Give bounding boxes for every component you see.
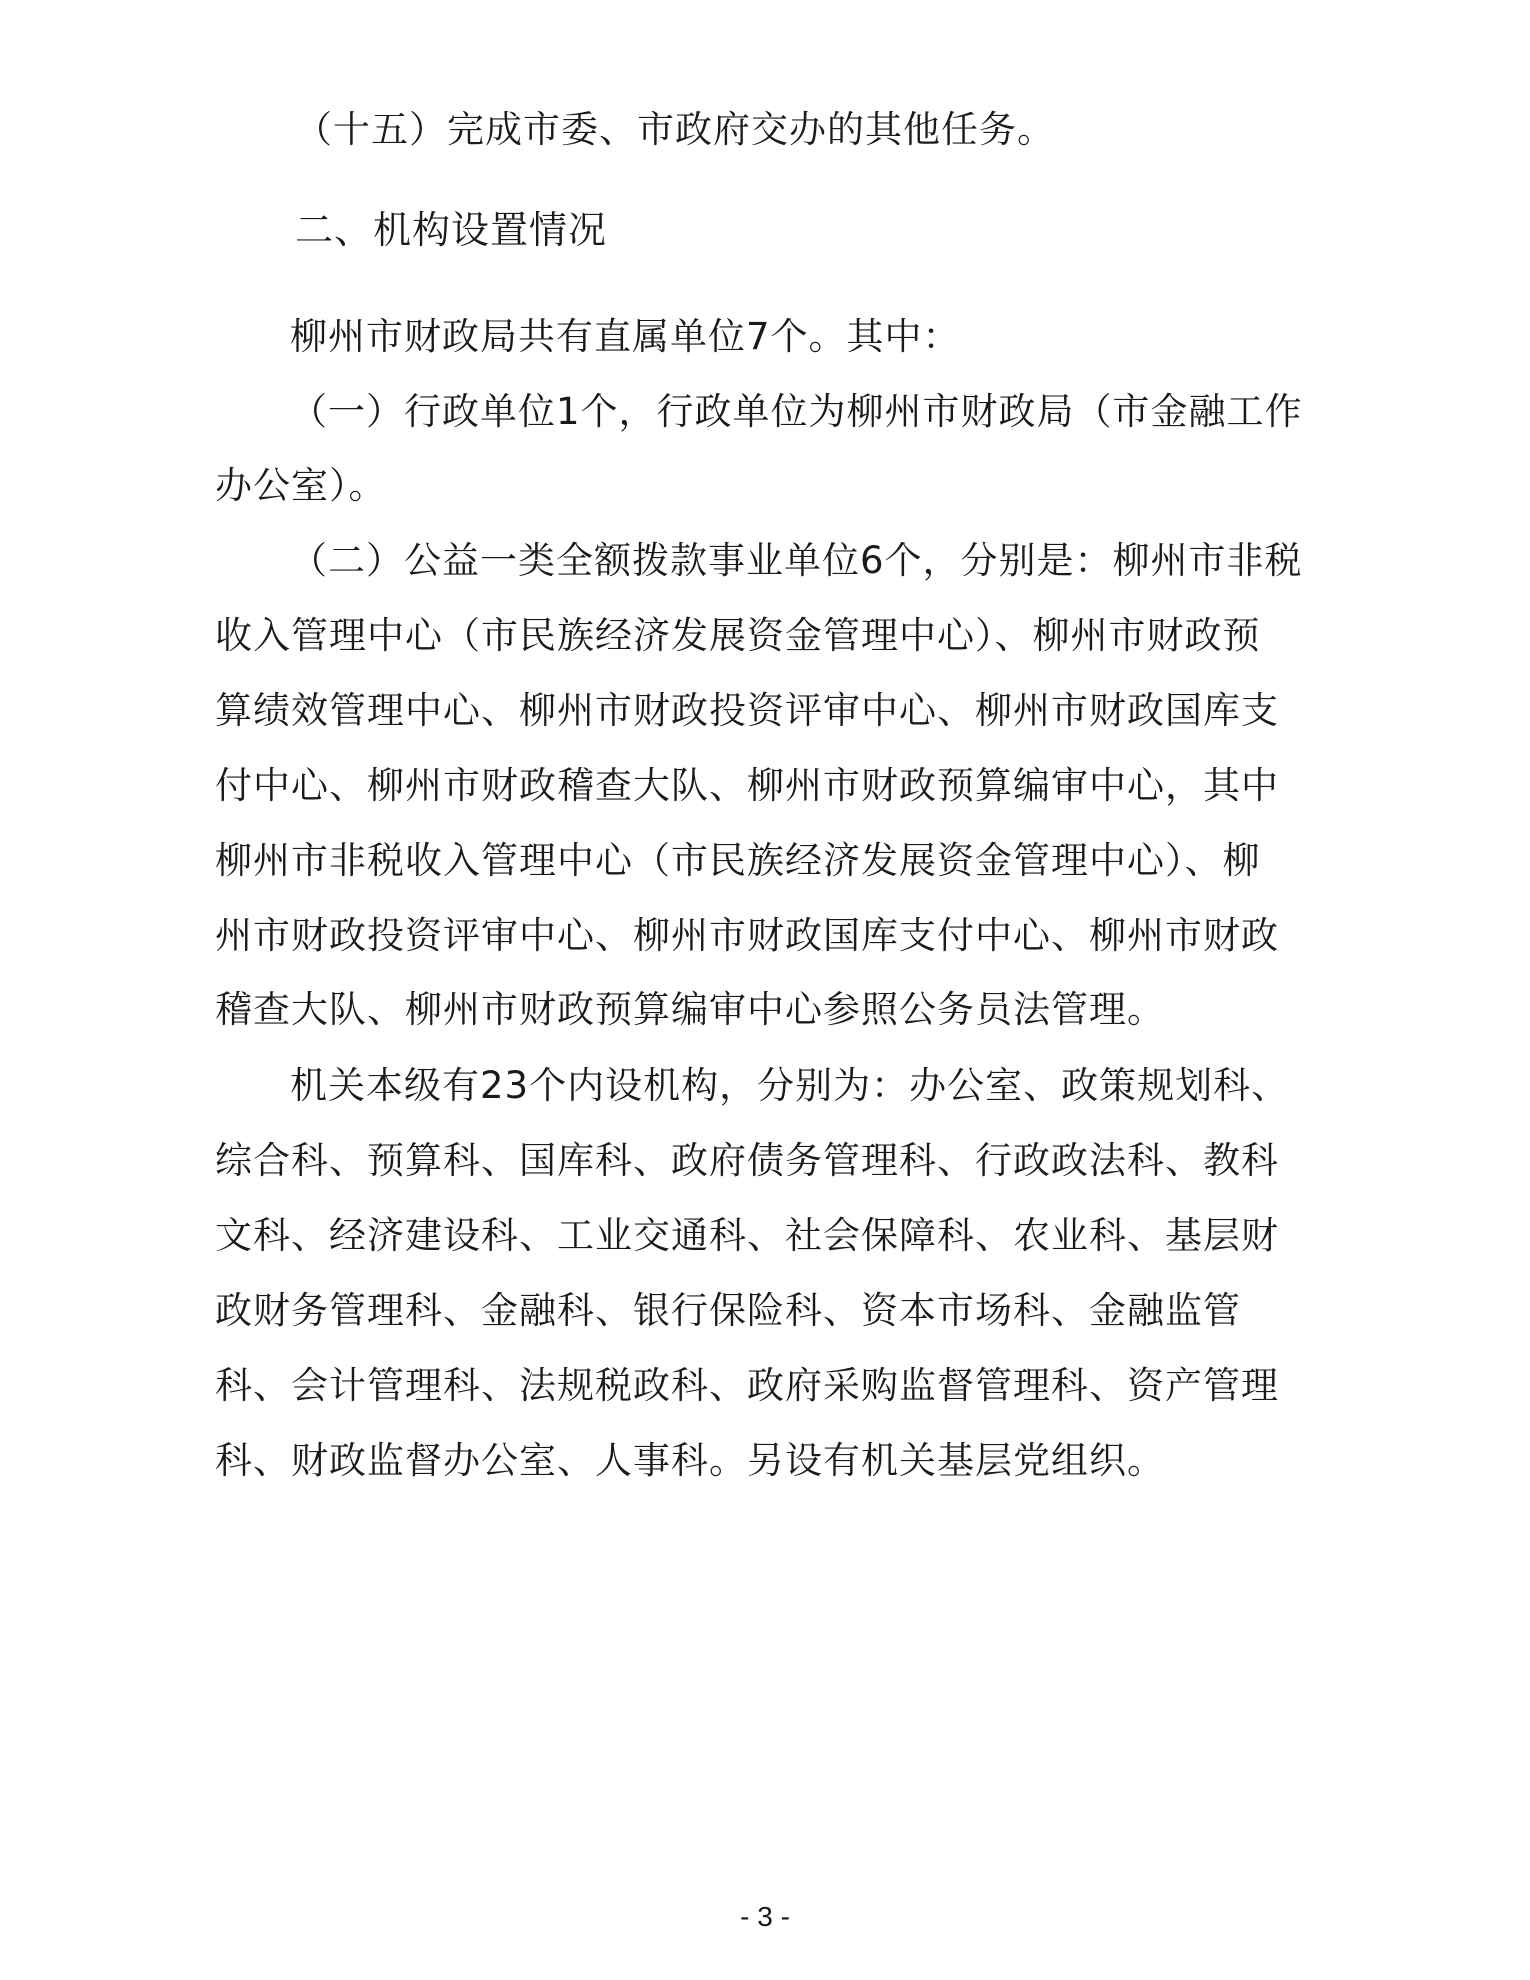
paragraph-line: 柳州市非税收入管理中心（市民族经济发展资金管理中心）、柳: [215, 839, 1261, 882]
paragraph-line: 文科、经济建设科、工业交通科、社会保障科、农业科、基层财: [215, 1214, 1279, 1257]
paragraph-line: 州市财政投资评审中心、柳州市财政国库支付中心、柳州市财政: [215, 914, 1279, 957]
intro-paragraph: 柳州市财政局共有直属单位7个。其中：: [290, 315, 961, 358]
paragraph-line: 科、财政监督办公室、人事科。另设有机关基层党组织。: [215, 1439, 1165, 1482]
paragraph-line: 科、会计管理科、法规税政科、政府采购监督管理科、资产管理: [215, 1364, 1279, 1407]
paragraph-line: 政财务管理科、金融科、银行保险科、资本市场科、金融监管: [215, 1289, 1241, 1332]
paragraph-line: （一）行政单位1个，行政单位为柳州市财政局（市金融工作: [290, 390, 1303, 433]
paragraph-line: 综合科、预算科、国库科、政府债务管理科、行政政法科、教科: [215, 1139, 1279, 1182]
paragraph-line: 机关本级有23个内设机构，分别为：办公室、政策规划科、: [290, 1064, 1290, 1107]
paragraph-line: 付中心、柳州市财政稽查大队、柳州市财政预算编审中心，其中: [215, 764, 1279, 807]
section-heading: 二、机构设置情况: [295, 208, 608, 252]
paragraph-line: 算绩效管理中心、柳州市财政投资评审中心、柳州市财政国库支: [215, 689, 1279, 732]
paragraph-line: 收入管理中心（市民族经济发展资金管理中心）、柳州市财政预: [215, 614, 1261, 657]
page-number: - 3 -: [740, 1901, 790, 1932]
paragraph-line: （二）公益一类全额拨款事业单位6个，分别是：柳州市非税: [290, 539, 1303, 582]
item-fifteen-text: （十五）完成市委、市政府交办的其他任务。: [295, 108, 1055, 151]
paragraph-line: 办公室）。: [215, 464, 387, 507]
paragraph-line: 稽查大队、柳州市财政预算编审中心参照公务员法管理。: [215, 988, 1165, 1031]
